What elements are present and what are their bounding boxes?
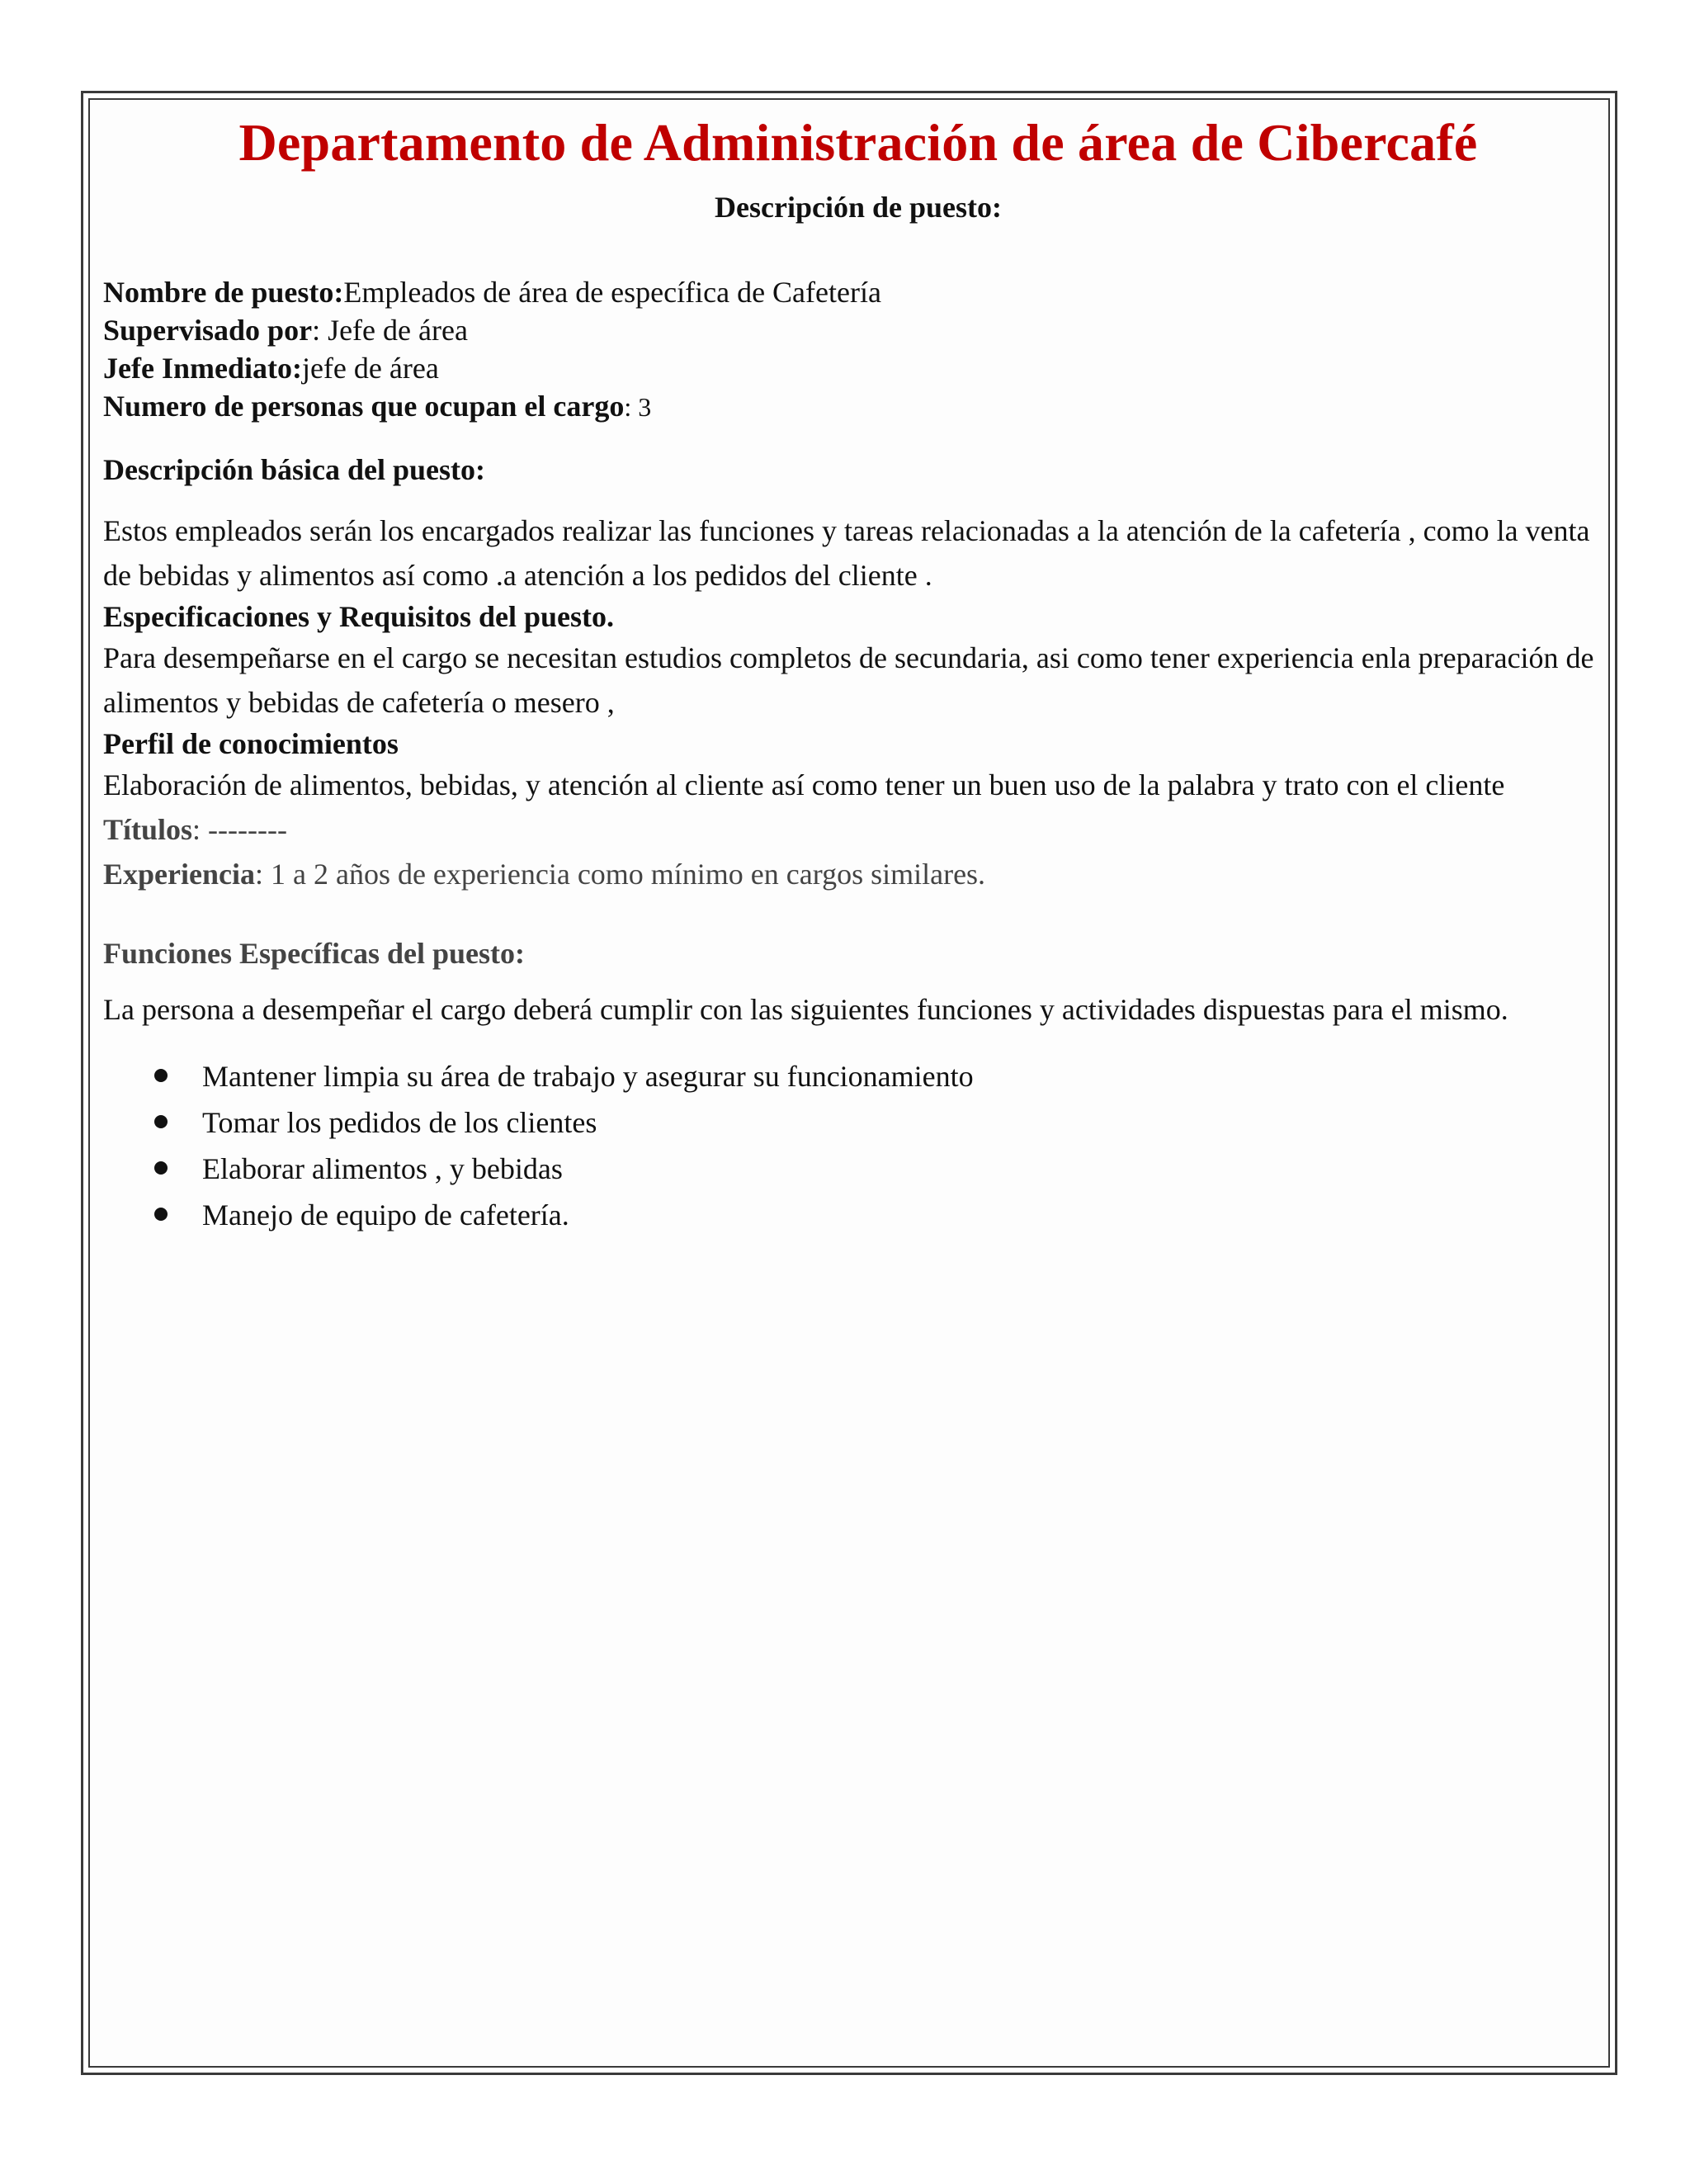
document-title: Departamento de Administración de área de Cibercafé (238, 113, 1478, 172)
list-item (103, 1192, 1613, 1238)
list-item (103, 1099, 1613, 1146)
functions-heading: Funciones Específicas del puesto: (103, 936, 526, 970)
functions-intro: La persona a desempeñar el cargo deberá cumplir con las siguientes funciones y actividades dispuestas para el mismo. (103, 992, 1508, 1026)
function-item-text: Tomar los pedidos de los clientes (202, 1105, 597, 1139)
knowledge-text: Elaboración de alimentos, bebidas, y atención al cliente así como tener un buen uso de la palabra y trato con el cliente (103, 768, 1505, 801)
experiencia-value: : 1 a 2 años de experiencia como mínimo en cargos similares. (254, 857, 986, 891)
supervisado-label: Supervisado por (103, 313, 313, 347)
titulos-value: : -------- (192, 812, 287, 846)
job-meta (103, 273, 1613, 426)
basic-heading: Descripción básica del puesto: (103, 452, 485, 486)
jefe-label: Jefe Inmediato: (103, 351, 302, 385)
experiencia-label: Experiencia (103, 857, 255, 891)
nombre-label: Nombre de puesto: (103, 275, 344, 309)
bullet-icon (154, 1161, 168, 1175)
function-item-text: Elaborar alimentos , y bebidas (202, 1151, 563, 1185)
meta-row-nombre (103, 273, 1613, 311)
bullet-icon (154, 1208, 168, 1221)
bullet-icon (154, 1115, 168, 1128)
requirements-heading: Especificaciones y Requisitos del puesto. (103, 599, 615, 633)
document-subtitle: Descripción de puesto: (715, 190, 1002, 224)
knowledge-heading: Perfil de conocimientos (103, 726, 399, 760)
experiencia-row (103, 852, 1613, 896)
list-item (103, 1146, 1613, 1192)
functions-list (103, 1053, 1613, 1238)
meta-row-jefe (103, 349, 1613, 387)
meta-row-numero (103, 387, 1613, 426)
meta-row-supervisado (103, 311, 1613, 349)
page-inner-border (88, 98, 1610, 2068)
page-border (81, 91, 1617, 2075)
function-item-text: Manejo de equipo de cafetería. (202, 1198, 569, 1231)
document-content (103, 100, 1613, 1238)
list-item (103, 1053, 1613, 1099)
numero-label: Numero de personas que ocupan el cargo (103, 389, 625, 423)
nombre-value: Empleados de área de específica de Cafetería (343, 275, 881, 309)
numero-value: : 3 (624, 391, 652, 422)
bullet-icon (154, 1069, 168, 1082)
titulos-row (103, 807, 1613, 852)
jefe-value: jefe de área (301, 351, 439, 385)
supervisado-value: : Jefe de área (312, 313, 468, 347)
function-item-text: Mantener limpia su área de trabajo y asegurar su funcionamiento (202, 1059, 974, 1093)
titulos-label: Títulos (103, 812, 193, 846)
basic-text: Estos empleados serán los encargados realizar las funciones y tareas relacionadas a la atención de la cafetería , como la venta de bebidas y alimentos así como .a atención a los pedidos del cliente . (103, 513, 1590, 592)
requirements-text: Para desempeñarse en el cargo se necesitan estudios completos de secundaria, asi como tener experiencia enla preparación de alimentos y bebidas de cafetería o mesero , (103, 641, 1594, 719)
